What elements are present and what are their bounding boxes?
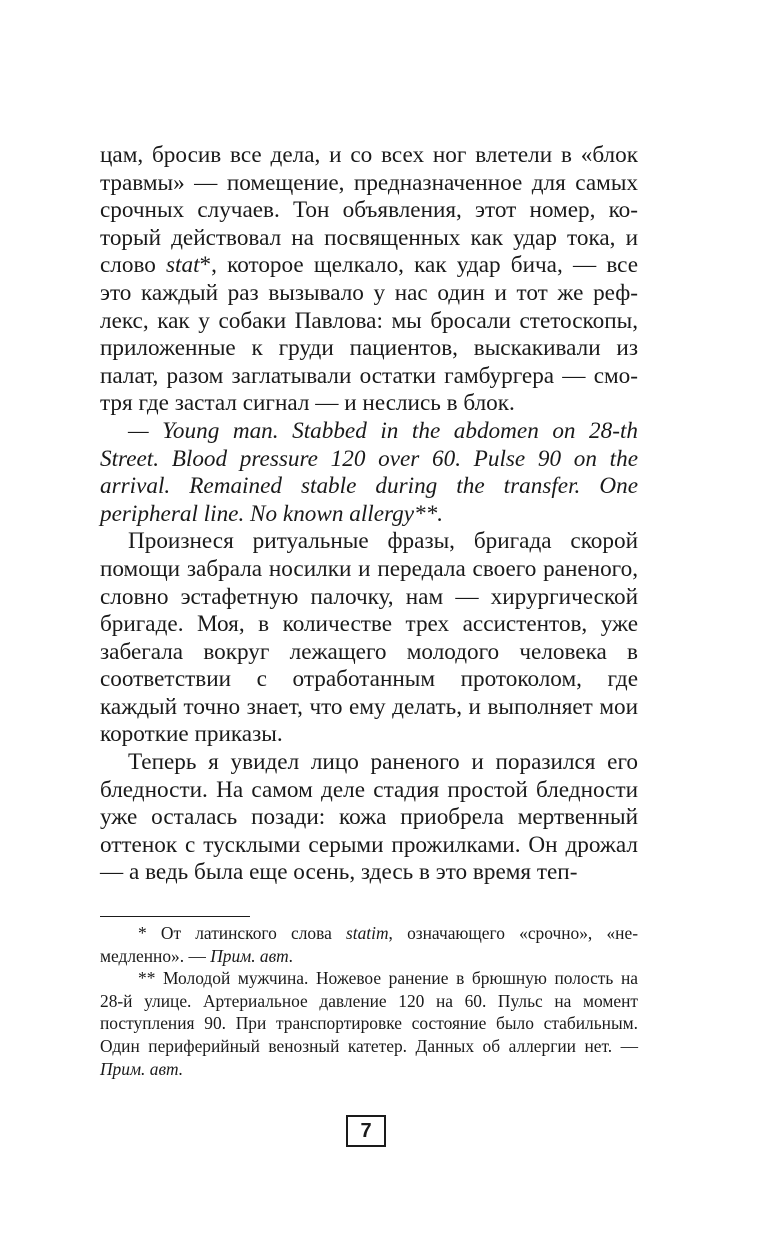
footnote-2-prim: Прим. авт.: [100, 1058, 184, 1079]
footnote-1-text-b: , означающего «срочно», «немедленно». —: [100, 923, 638, 966]
paragraph-english-quote: — Young man. Stabbed in the abdomen on 28-th Street. Blood pressure 120 over 60. Pulse 90 on the arrival. Remained stable during the transfer. One peripheral line. No known allergy**.: [100, 417, 638, 527]
page-number: 7: [346, 1115, 386, 1147]
paragraph-4: Теперь я увидел лицо раненого и поразился его бледности. На самом деле стадия простой бледности уже осталась позади: кожа приобрела мертвенный оттенок с тусклыми серыми прожилками. Он дрожал — а ведь была еще осень, здесь в это время теп-: [100, 749, 638, 886]
footnote-1-text-a: * От латинского слова: [138, 923, 346, 943]
footnote-1-statim: statim: [345, 923, 389, 943]
paragraph-1-text-b: *, которое щелкало, как удар бича, — все это каждый раз вызывало у нас один и тот же рефлекс, как у собаки Павлова: мы бросали стетоскопы, приложенные к груди пациентов, выскакивали из палат, разом заглатывали остатки гамбургера — смотря где застал сигнал — и неслись в блок.: [100, 252, 638, 417]
footnote-1-prim: Прим. авт.: [210, 945, 294, 966]
footnote-2-text: ** Молодой мужчина. Ножевое ранение в брюшную полость на 28-й улице. Артериальное давление 120 на 60. Пульс на момент поступления 90. При транспортировке состояние было стабильным. Один периферийный венозный катетер. Данных об аллергии нет. —: [100, 968, 638, 1056]
paragraph-1: [100, 142, 638, 418]
footnote-divider: [100, 916, 250, 917]
main-text: [100, 142, 638, 887]
footnote-2: [100, 967, 638, 1080]
paragraph-1-text-a: цам, бросив все дела, и со всех ног влетели в «блок травмы» — помещение, предназначенное для самых срочных случаев. Тон объявления, этот номер, который действовал на посвященных как удар тока, и слово: [100, 142, 638, 279]
stat-term: stat: [166, 252, 200, 279]
footnote-1: [100, 922, 638, 967]
paragraph-3: Произнеся ритуальные фразы, бригада скорой помощи забрала носилки и передала своего раненого, словно эстафетную палочку, нам — хирургической бригаде. Моя, в количестве трех ассистентов, уже забегала вокруг лежащего молодого человека в соответствии с отработанным протоколом, где каждый точно знает, что ему делать, и выполняет мои короткие приказы.: [100, 528, 638, 748]
footnotes: [100, 922, 638, 1080]
